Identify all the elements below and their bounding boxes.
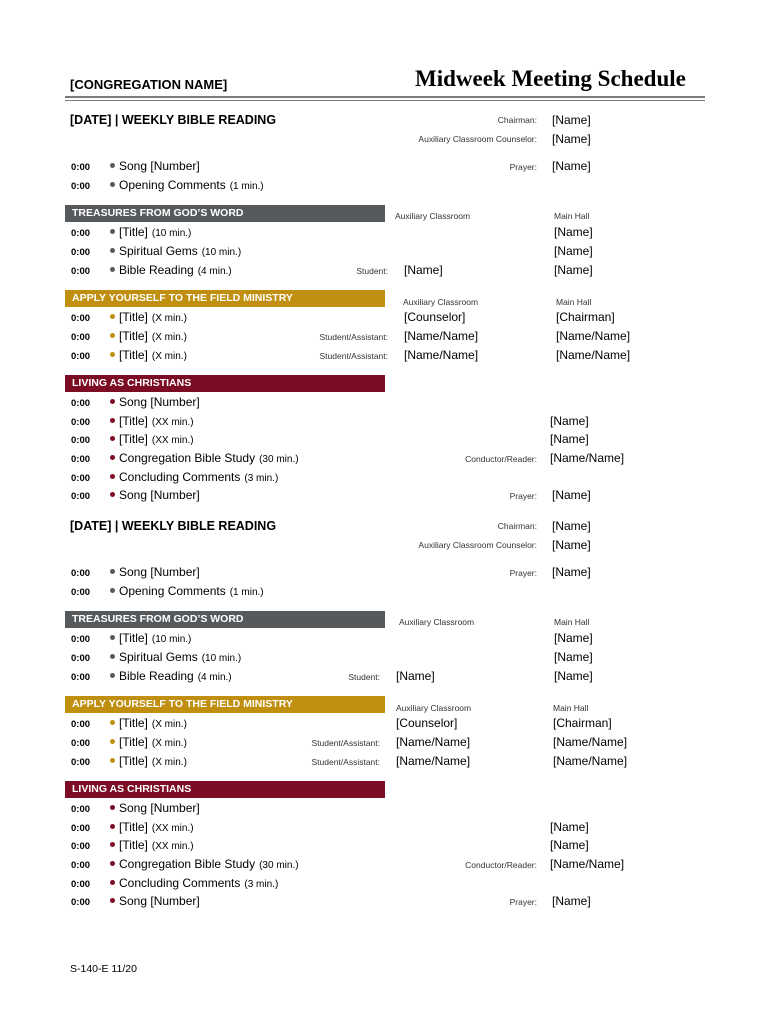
item-duration: (X min.) [151,313,187,324]
treasures-item [110,650,241,664]
living-item [110,820,194,834]
item-time: 0:00 [71,228,91,239]
student-label: Student: [348,672,380,682]
item-label: [Title] [119,225,148,239]
item-time: 0:00 [71,473,91,484]
item-label: Opening Comments [119,178,226,192]
bullet-icon [110,436,115,441]
item-duration: (XX min.) [151,823,194,834]
main-hall-label: Main Hall [554,617,590,627]
item-duration: (30 min.) [259,860,299,871]
main-assignee-name: [Name/Name] [553,754,628,768]
item-time: 0:00 [71,435,91,446]
living-item [110,432,194,446]
item-label: Song [Number] [119,801,200,815]
item-label: [Title] [119,329,148,343]
main-hall-label: Main Hall [553,703,589,713]
bullet-icon [110,399,115,404]
item-duration: (1 min.) [229,181,264,192]
assignee-name: [Name] [550,838,589,852]
ministry-item [110,754,187,768]
form-code: S-140-E 11/20 [70,963,137,975]
item-label: Song [Number] [119,894,200,908]
closing-prayer-name: [Name] [552,488,591,502]
main-hall-name: [Name] [554,263,593,277]
item-label: [Title] [119,432,148,446]
bullet-icon [110,842,115,847]
assignee-name: [Name/Name] [550,451,625,465]
bullet-icon [110,805,115,810]
item-duration: (30 min.) [259,454,299,465]
bullet-icon [110,182,115,187]
item-duration: (XX min.) [151,435,194,446]
item-duration: (10 min.) [201,653,242,664]
student-assistant-label: Student/Assistant: [311,757,380,767]
item-time: 0:00 [71,860,91,871]
bullet-icon [110,654,115,659]
aux-counselor-label: Auxiliary Classroom Counselor: [418,540,537,550]
item-time: 0:00 [71,568,91,579]
bullet-icon [110,673,115,678]
item-label: Concluding Comments [119,470,241,484]
section-living-christians: LIVING AS CHRISTIANS [65,375,385,392]
item-label: [Title] [119,838,148,852]
opening-comments [110,178,264,192]
living-item [110,876,278,890]
item-label: [Title] [119,348,148,362]
living-item [110,488,204,502]
aux-classroom-label: Auxiliary Classroom [403,297,479,307]
item-duration: (1 min.) [229,587,264,598]
opening-song [110,565,204,579]
item-time: 0:00 [71,266,91,277]
assignee-name: [Name/Name] [550,857,625,871]
living-item [110,857,299,871]
treasures-item [110,669,232,683]
main-hall-label: Main Hall [554,211,590,221]
page-title: Midweek Meeting Schedule [415,66,686,91]
item-label: Opening Comments [119,584,226,598]
ministry-item [110,735,187,749]
aux-classroom-label: Auxiliary Classroom [395,211,471,221]
item-label: Song [Number] [119,395,200,409]
living-item [110,395,204,409]
item-time: 0:00 [71,332,91,343]
student-label: Student: [356,266,388,276]
aux-assignee-name: [Counselor] [404,310,466,324]
item-time: 0:00 [71,823,91,834]
bullet-icon [110,163,115,168]
item-duration: (10 min.) [151,228,192,239]
item-time: 0:00 [71,804,91,815]
item-duration: (10 min.) [151,634,192,645]
item-duration: (4 min.) [197,672,232,683]
item-time: 0:00 [71,841,91,852]
item-label: Congregation Bible Study [119,451,256,465]
aux-classroom-label: Auxiliary Classroom [396,703,472,713]
item-time: 0:00 [71,879,91,890]
aux-counselor-label: Auxiliary Classroom Counselor: [418,134,537,144]
section-field-ministry: APPLY YOURSELF TO THE FIELD MINISTRY [65,696,385,713]
week-date-heading: [DATE] | WEEKLY BIBLE READING [70,519,277,533]
opening-song [110,159,204,173]
item-duration: (X min.) [151,757,187,768]
main-hall-name: [Name] [554,631,593,645]
chairman-name: [Name] [552,519,591,533]
chairman-name: [Name] [552,113,591,127]
conductor-reader-label: Conductor/Reader: [465,860,537,870]
header-rule [65,96,705,98]
treasures-item [110,225,191,239]
main-assignee-name: [Chairman] [556,310,615,324]
item-duration: (X min.) [151,351,187,362]
bullet-icon [110,455,115,460]
aux-assignee-name: [Name/Name] [404,329,479,343]
aux-student-name: [Name] [404,263,443,277]
section-treasures: TREASURES FROM GOD’S WORD [65,205,385,222]
item-time: 0:00 [71,351,91,362]
item-time: 0:00 [71,162,91,173]
bullet-icon [110,569,115,574]
aux-assignee-name: [Name/Name] [396,735,471,749]
bullet-icon [110,635,115,640]
living-item [110,894,204,908]
prayer-label: Prayer: [509,491,537,501]
section-treasures: TREASURES FROM GOD’S WORD [65,611,385,628]
bullet-icon [110,418,115,423]
bullet-icon [110,267,115,272]
item-time: 0:00 [71,181,91,192]
item-time: 0:00 [71,398,91,409]
item-time: 0:00 [71,417,91,428]
assignee-name: [Name] [550,820,589,834]
chairman-label: Chairman: [497,115,537,125]
main-assignee-name: [Name/Name] [553,735,628,749]
aux-counselor-name: [Name] [552,538,591,552]
bullet-icon [110,861,115,866]
main-hall-label: Main Hall [556,297,592,307]
section-field-ministry: APPLY YOURSELF TO THE FIELD MINISTRY [65,290,385,307]
bullet-icon [110,314,115,319]
item-time: 0:00 [71,634,91,645]
item-time: 0:00 [71,672,91,683]
prayer-label: Prayer: [509,162,537,172]
opening-prayer-name: [Name] [552,159,591,173]
living-item [110,838,194,852]
bullet-icon [110,352,115,357]
item-duration: (X min.) [151,738,187,749]
living-item [110,470,278,484]
item-label: [Title] [119,716,148,730]
conductor-reader-label: Conductor/Reader: [465,454,537,464]
item-label: Bible Reading [119,669,194,683]
aux-classroom-label: Auxiliary Classroom [399,617,475,627]
item-time: 0:00 [71,738,91,749]
prayer-label: Prayer: [509,897,537,907]
item-time: 0:00 [71,897,91,908]
item-label: Song [Number] [119,159,200,173]
item-duration: (10 min.) [201,247,242,258]
bullet-icon [110,758,115,763]
item-time: 0:00 [71,247,91,258]
item-time: 0:00 [71,491,91,502]
item-duration: (X min.) [151,719,187,730]
treasures-item [110,263,232,277]
assignee-name: [Name] [550,432,589,446]
chairman-label: Chairman: [497,521,537,531]
bullet-icon [110,739,115,744]
treasures-item [110,631,191,645]
item-label: [Title] [119,310,148,324]
item-duration: (4 min.) [197,266,232,277]
section-living-christians: LIVING AS CHRISTIANS [65,781,385,798]
prayer-label: Prayer: [509,568,537,578]
item-label: Song [Number] [119,565,200,579]
bullet-icon [110,880,115,885]
item-label: Congregation Bible Study [119,857,256,871]
aux-student-name: [Name] [396,669,435,683]
bullet-icon [110,720,115,725]
bullet-icon [110,588,115,593]
item-duration: (3 min.) [244,473,279,484]
student-assistant-label: Student/Assistant: [319,351,388,361]
aux-assignee-name: [Name/Name] [396,754,471,768]
item-duration: (XX min.) [151,841,194,852]
item-duration: (XX min.) [151,417,194,428]
ministry-item [110,310,187,324]
bullet-icon [110,898,115,903]
item-label: [Title] [119,820,148,834]
item-duration: (X min.) [151,332,187,343]
item-time: 0:00 [71,587,91,598]
main-assignee-name: [Name/Name] [556,329,631,343]
opening-prayer-name: [Name] [552,565,591,579]
bullet-icon [110,824,115,829]
living-item [110,451,299,465]
item-label: Song [Number] [119,488,200,502]
item-time: 0:00 [71,454,91,465]
main-hall-name: [Name] [554,669,593,683]
item-label: [Title] [119,631,148,645]
item-label: Spiritual Gems [119,244,198,258]
item-duration: (3 min.) [244,879,279,890]
main-hall-name: [Name] [554,225,593,239]
bullet-icon [110,248,115,253]
student-assistant-label: Student/Assistant: [319,332,388,342]
aux-assignee-name: [Counselor] [396,716,458,730]
bullet-icon [110,333,115,338]
item-label: [Title] [119,414,148,428]
item-time: 0:00 [71,757,91,768]
living-item [110,414,194,428]
main-assignee-name: [Chairman] [553,716,612,730]
living-item [110,801,204,815]
bullet-icon [110,474,115,479]
ministry-item [110,348,187,362]
bullet-icon [110,492,115,497]
item-label: Spiritual Gems [119,650,198,664]
main-hall-name: [Name] [554,650,593,664]
opening-comments [110,584,264,598]
ministry-item [110,716,187,730]
week-date-heading: [DATE] | WEEKLY BIBLE READING [70,113,277,127]
assignee-name: [Name] [550,414,589,428]
ministry-item [110,329,187,343]
item-label: Concluding Comments [119,876,241,890]
item-time: 0:00 [71,719,91,730]
item-time: 0:00 [71,653,91,664]
item-label: [Title] [119,754,148,768]
student-assistant-label: Student/Assistant: [311,738,380,748]
closing-prayer-name: [Name] [552,894,591,908]
item-time: 0:00 [71,313,91,324]
item-label: Bible Reading [119,263,194,277]
congregation-name: [CONGREGATION NAME] [70,77,228,92]
main-assignee-name: [Name/Name] [556,348,631,362]
treasures-item [110,244,241,258]
aux-assignee-name: [Name/Name] [404,348,479,362]
item-label: [Title] [119,735,148,749]
header-rule-thin [65,100,705,101]
bullet-icon [110,229,115,234]
main-hall-name: [Name] [554,244,593,258]
aux-counselor-name: [Name] [552,132,591,146]
